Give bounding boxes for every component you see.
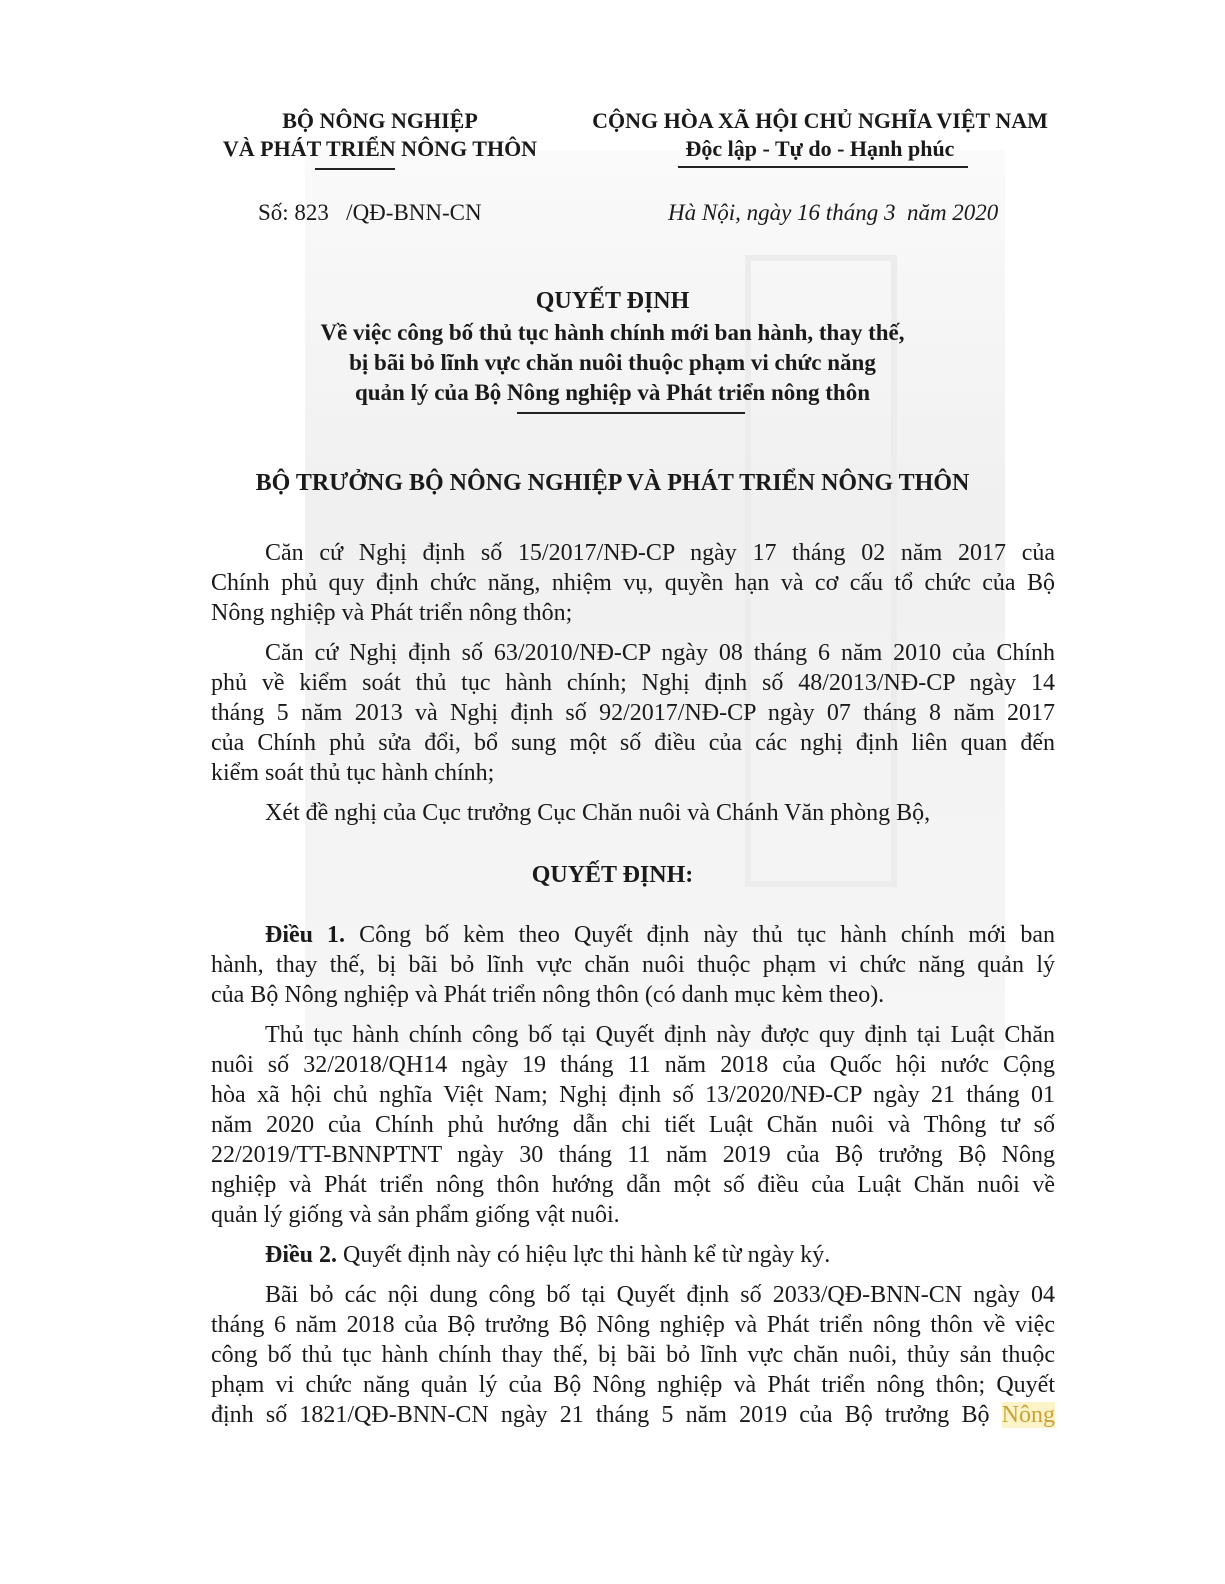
ministry-line2: VÀ PHÁT TRIỂN NÔNG THÔN (222, 136, 538, 161)
p7-line (211, 1402, 1055, 1429)
p1-line: Nông nghiệp và Phát triển nông thôn; (211, 600, 573, 626)
p2-line: Căn cứ Nghị định số 63/2010/NĐ-CP ngày 08 tháng 6 năm 2010 của Chính (265, 640, 1055, 666)
document-number: Số: 823 /QĐ-BNN-CN (258, 200, 482, 225)
highlighted-word: Nông (1001, 1402, 1055, 1428)
p7-last-text: định số 1821/QĐ-BNN-CN ngày 21 tháng 5 năm 2019 của Bộ trưởng Bộ (211, 1402, 1002, 1428)
subject-line: quản lý của Bộ Nông nghiệp và Phát triển nông thôn (354, 380, 871, 405)
p2-line: kiểm soát thủ tục hành chính; (211, 760, 495, 786)
p5-line: 22/2019/TT-BNNPTNT ngày 30 tháng 11 năm 2019 của Bộ trưởng Bộ Nông (211, 1142, 1055, 1168)
place-date: Hà Nội, ngày 16 tháng 3 năm 2020 (668, 200, 999, 225)
article1-label: Điều 1. (265, 922, 346, 948)
decide-heading: QUYẾT ĐỊNH: (531, 862, 694, 888)
p3-line: Xét đề nghị của Cục trưởng Cục Chăn nuôi và Chánh Văn phòng Bộ, (265, 800, 931, 826)
p7-line: Bãi bỏ các nội dung công bố tại Quyết định số 2033/QĐ-BNN-CN ngày 04 (265, 1282, 1055, 1308)
article2-text: Quyết định này có hiệu lực thi hành kể từ ngày ký. (337, 1242, 831, 1268)
p2-line: tháng 5 năm 2013 và Nghị định số 92/2017/NĐ-CP ngày 07 tháng 8 năm 2017 (211, 700, 1055, 726)
p2-line: của Chính phủ sửa đổi, bổ sung một số điều của các nghị định liên quan đến (211, 730, 1055, 756)
authority-heading: BỘ TRƯỞNG BỘ NÔNG NGHIỆP VÀ PHÁT TRIỂN NÔNG THÔN (255, 470, 970, 496)
article1-line: hành, thay thế, bị bãi bỏ lĩnh vực chăn nuôi thuộc phạm vi chức năng quản lý (211, 952, 1055, 978)
article1-line: của Bộ Nông nghiệp và Phát triển nông thôn (có danh mục kèm theo). (211, 982, 885, 1008)
p2-line: phủ về kiểm soát thủ tục hành chính; Nghị định số 48/2013/NĐ-CP ngày 14 (211, 670, 1055, 696)
p7-line: công bố thủ tục hành chính thay thế, bị bãi bỏ lĩnh vực chăn nuôi, thủy sản thuộc (211, 1342, 1055, 1368)
decision-heading: QUYẾT ĐỊNH (535, 288, 690, 314)
p5-line: năm 2020 của Chính phủ hướng dẫn chi tiết Luật Chăn nuôi và Thông tư số (211, 1112, 1055, 1138)
article2-line (265, 1242, 1055, 1269)
motto-rule (678, 166, 968, 168)
ministry-line1: BỘ NÔNG NGHIỆP (282, 108, 478, 133)
country-name: CỘNG HÒA XÃ HỘI CHỦ NGHĨA VIỆT NAM (592, 108, 1048, 133)
p7-line: phạm vi chức năng quản lý của Bộ Nông nghiệp và Phát triển nông thôn; Quyết (211, 1372, 1055, 1398)
p5-line: nghiệp và Phát triển nông thôn hướng dẫn một số điều của Luật Chăn nuôi về (211, 1172, 1055, 1198)
p5-line: Thủ tục hành chính công bố tại Quyết định này được quy định tại Luật Chăn (265, 1022, 1055, 1048)
subject-line: Về việc công bố thủ tục hành chính mới ban hành, thay thế, (320, 320, 905, 345)
p5-line: quản lý giống và sản phẩm giống vật nuôi. (211, 1202, 620, 1228)
article2-label: Điều 2. (265, 1242, 337, 1268)
ministry-rule (315, 168, 395, 170)
article1-text: Công bố kèm theo Quyết định này thủ tục hành chính mới ban (345, 922, 1056, 948)
p7-line: tháng 6 năm 2018 của Bộ trưởng Bộ Nông nghiệp và Phát triển nông thôn về việc (211, 1312, 1055, 1338)
title-rule (517, 412, 745, 414)
p5-line: nuôi số 32/2018/QH14 ngày 19 tháng 11 năm 2018 của Quốc hội nước Cộng (211, 1052, 1055, 1078)
article1-line (265, 922, 1055, 949)
p1-line: Căn cứ Nghị định số 15/2017/NĐ-CP ngày 17 tháng 02 năm 2017 của (265, 540, 1055, 566)
subject-line: bị bãi bỏ lĩnh vực chăn nuôi thuộc phạm vi chức năng (349, 350, 876, 375)
p1-line: Chính phủ quy định chức năng, nhiệm vụ, quyền hạn và cơ cấu tổ chức của Bộ (211, 570, 1055, 596)
motto: Độc lập - Tự do - Hạnh phúc (685, 136, 955, 161)
p5-line: hòa xã hội chủ nghĩa Việt Nam; Nghị định số 13/2020/NĐ-CP ngày 21 tháng 01 (211, 1082, 1055, 1108)
